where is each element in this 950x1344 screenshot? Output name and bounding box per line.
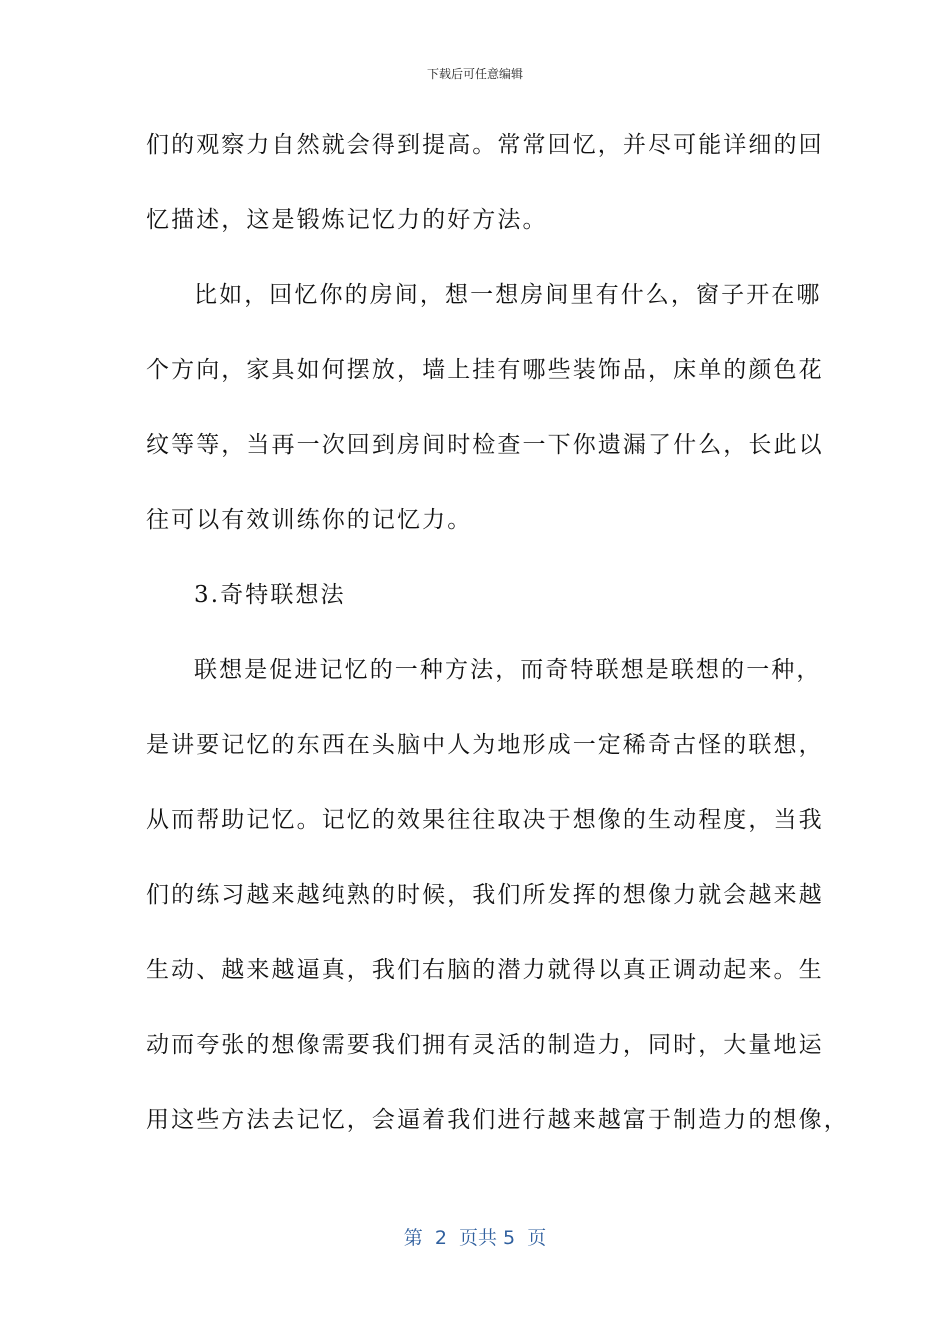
text-line: 纹等等，当再一次回到房间时检查一下你遗漏了什么，长此以 [146,432,824,458]
text-line: 们的观察力自然就会得到提高。常常回忆，并尽可能详细的回 [146,132,824,158]
text-line: 动而夸张的想像需要我们拥有灵活的制造力，同时，大量地运 [146,1032,824,1058]
text-line: 忆描述，这是锻炼记忆力的好方法。 [146,207,548,233]
paragraph-start-line: 比如，回忆你的房间，想一想房间里有什么，窗子开在哪 [194,282,822,308]
paragraph-start-line: 联想是促进记忆的一种方法，而奇特联想是联想的一种， [194,657,822,683]
text-line: 生动、越来越逼真，我们右脑的潜力就得以真正调动起来。生 [146,957,824,983]
text-line: 从而帮助记忆。记忆的效果往往取决于想像的生动程度，当我 [146,807,824,833]
page-number-footer: 第 2 页共 5 页 [403,1227,547,1249]
text-line: 是讲要记忆的东西在头脑中人为地形成一定稀奇古怪的联想， [146,732,824,758]
text-line: 用这些方法去记忆，会逼着我们进行越来越富于制造力的想像， [146,1107,849,1133]
text-line: 个方向，家具如何摆放，墙上挂有哪些装饰品，床单的颜色花 [146,357,824,383]
section-heading: 3.奇特联想法 [194,582,346,608]
text-line: 往可以有效训练你的记忆力。 [146,507,473,533]
document-body [146,125,849,1175]
page-header: 下载后可任意编辑 [426,67,523,81]
text-line: 们的练习越来越纯熟的时候，我们所发挥的想像力就会越来越 [146,882,824,908]
